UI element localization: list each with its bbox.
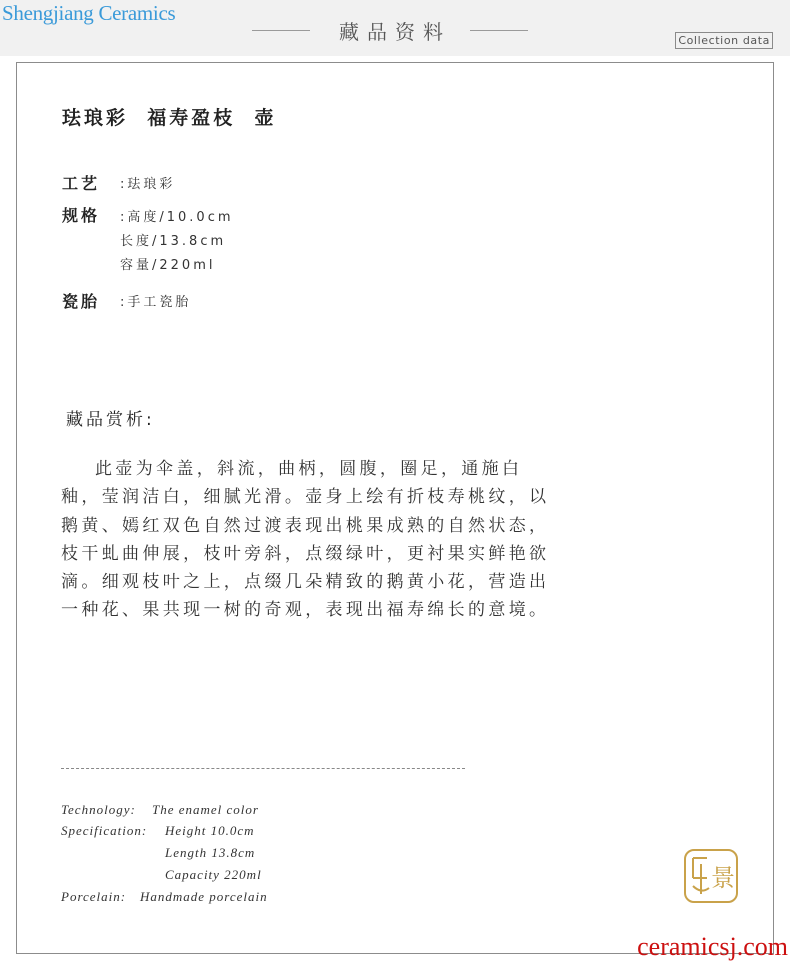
header-divider-right bbox=[470, 30, 528, 31]
porcelain-label: 瓷胎 bbox=[62, 292, 101, 311]
spec-label: 规格 bbox=[62, 206, 101, 225]
svg-text:景: 景 bbox=[711, 864, 735, 892]
spec-height: :高度/10.0cm bbox=[120, 210, 234, 225]
porcelain-value: :手工瓷胎 bbox=[120, 295, 192, 310]
en-technology-value: The enamel color bbox=[152, 802, 259, 817]
appreciation-title: 藏品赏析: bbox=[66, 410, 155, 430]
en-spec-height: Height 10.0cm bbox=[165, 823, 255, 838]
watermark: ceramicsj.com bbox=[637, 932, 788, 961]
en-technology-label: Technology: bbox=[61, 802, 136, 817]
page-title: 藏品资料 bbox=[339, 20, 451, 44]
appreciation-text: 此壶为伞盖，斜流，曲柄，圆腹，圈足，通施白釉，莹润洁白，细腻光滑。壶身上绘有折枝寿桃纹，以鹅黄、嫣红双色自然过渡表现出桃果成熟的自然状态，枝干虬曲伸展，枝叶旁斜，点缀绿叶，更衬果实鲜艳欲滴。细观枝叶之上，点缀几朵精致的鹅黄小花，营造出一种花、果共现一树的奇观，表现出福寿绵长的意境。 bbox=[61, 459, 550, 621]
en-spec-label: Specification: bbox=[61, 823, 148, 838]
en-spec-length: Length 13.8cm bbox=[165, 845, 256, 860]
spec-length: 长度/13.8cm bbox=[120, 234, 227, 249]
en-porcelain-value: Handmade porcelain bbox=[140, 889, 268, 904]
header-bar bbox=[0, 0, 790, 56]
brand-logo: Shengjiang Ceramics bbox=[2, 1, 176, 25]
technology-value: :珐琅彩 bbox=[120, 177, 176, 192]
divider-dashed bbox=[61, 768, 465, 769]
page-title-en: Collection data bbox=[675, 32, 773, 49]
seal-stamp bbox=[683, 848, 739, 904]
item-title: 珐琅彩 福寿盈枝 壶 bbox=[62, 107, 277, 129]
technology-label: 工艺 bbox=[62, 174, 101, 193]
spec-capacity: 容量/220ml bbox=[120, 258, 216, 273]
en-spec-capacity: Capacity 220ml bbox=[165, 867, 262, 882]
en-porcelain-label: Porcelain: bbox=[61, 889, 127, 904]
